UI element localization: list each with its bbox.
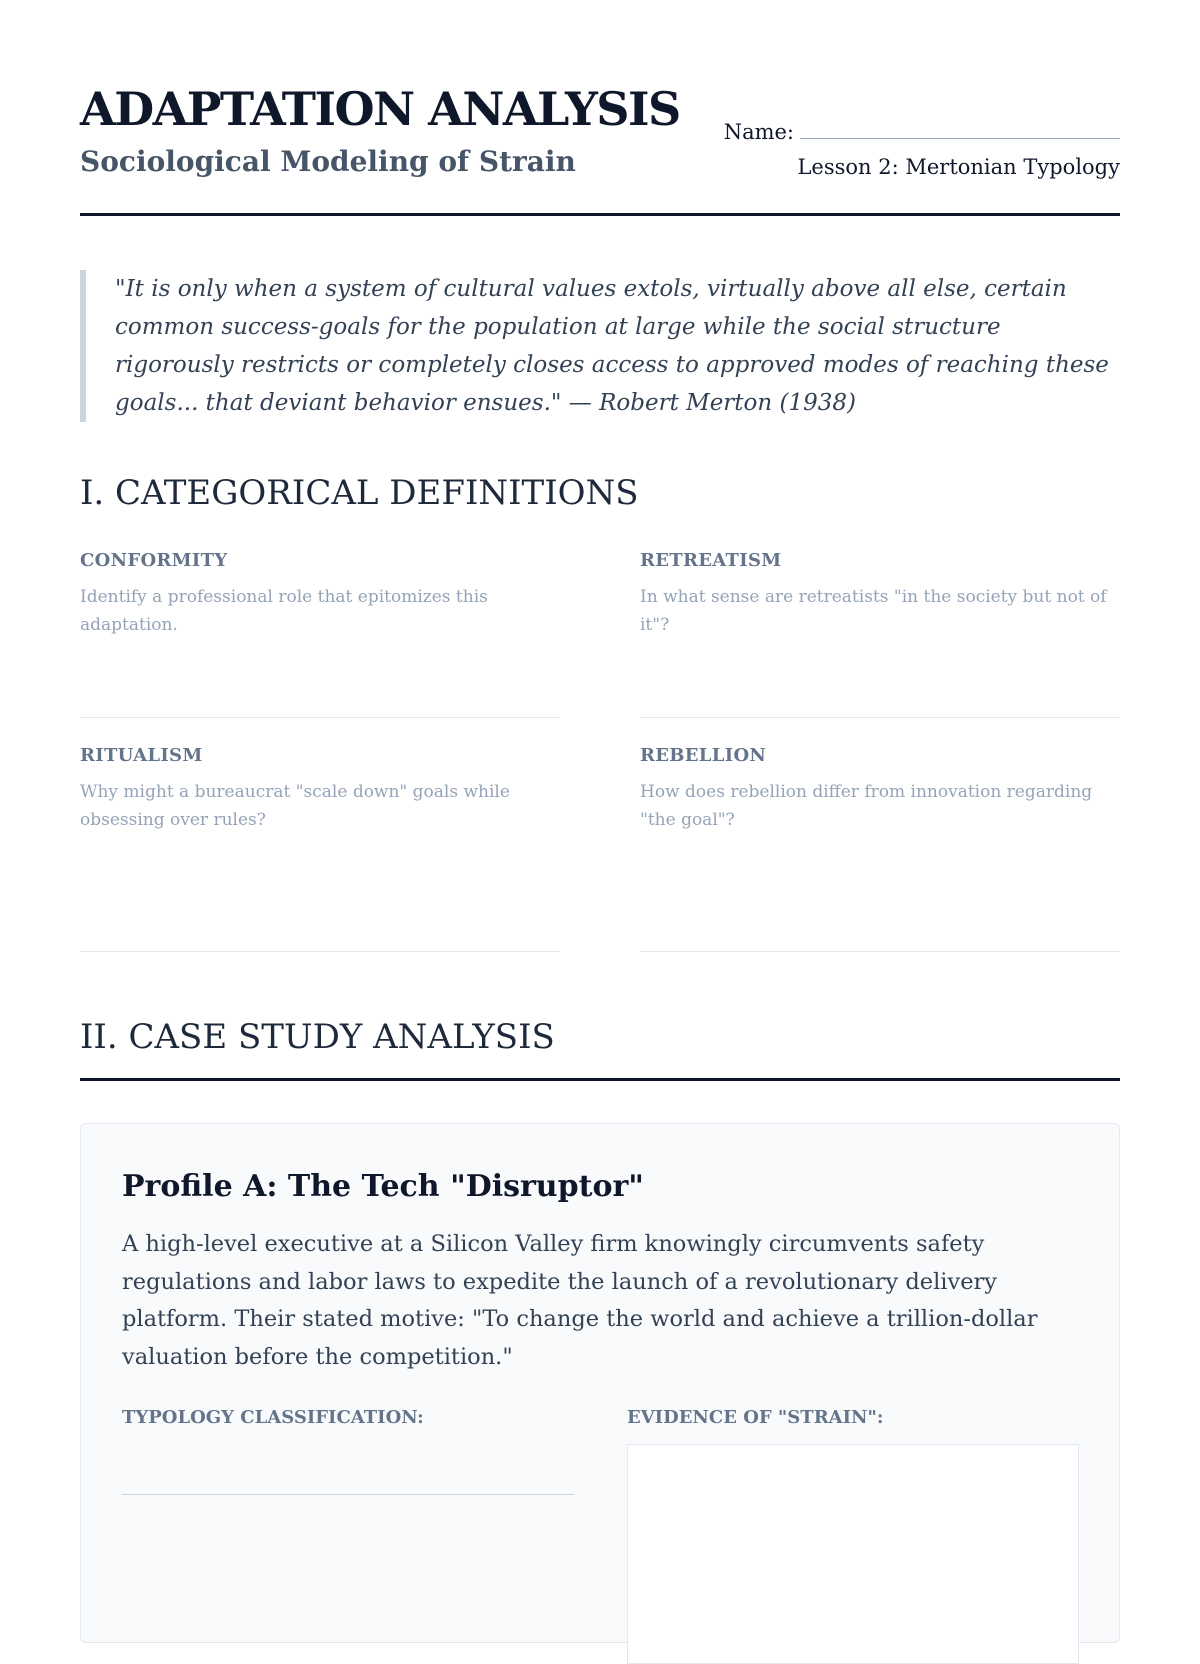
- name-field: [724, 120, 1120, 144]
- typology-classification-label: TYPOLOGY CLASSIFICATION:: [122, 1407, 424, 1428]
- definition-prompt: In what sense are retreatists "in the society but not of it"?: [640, 587, 1107, 635]
- quote-text: "It is only when a system of cultural values extols, virtually above all else, certain common success-goals for the population at large while the social structure rigorously restricts or completely closes access to approved modes of reaching these goals... that deviant behavior ensues." — Robert Merton (1938): [115, 276, 1109, 416]
- section-divider: [80, 1078, 1120, 1081]
- section-title-definitions: I. CATEGORICAL DEFINITIONS: [80, 473, 639, 513]
- definition-ritualism[interactable]: [80, 745, 560, 952]
- merton-quote: [80, 270, 1120, 422]
- worksheet-subtitle: Sociological Modeling of Strain: [80, 145, 576, 178]
- definition-rebellion[interactable]: [640, 745, 1120, 952]
- typology-answer-line[interactable]: [122, 1494, 574, 1495]
- definition-term: RITUALISM: [80, 745, 203, 766]
- definition-retreatism[interactable]: [640, 550, 1120, 718]
- case-profile-card: [80, 1123, 1120, 1643]
- definition-term: RETREATISM: [640, 550, 782, 571]
- name-label: Name:: [723, 120, 794, 144]
- definition-term: REBELLION: [640, 745, 767, 766]
- profile-description: A high-level executive at a Silicon Valley firm knowingly circumvents safety regulations and labor laws to expedite the launch of a revolutionary delivery platform. Their stated motive: "To change the world and achieve a trillion-dollar valuation before the competition.": [122, 1231, 1038, 1370]
- lesson-label: Lesson 2: Mertonian Typology: [797, 155, 1120, 179]
- evidence-answer-box[interactable]: [627, 1444, 1079, 1664]
- section-title-case-study: II. CASE STUDY ANALYSIS: [80, 1017, 555, 1057]
- definition-prompt: Why might a bureaucrat "scale down" goals while obsessing over rules?: [80, 782, 510, 830]
- definition-prompt: Identify a professional role that epitomizes this adaptation.: [80, 587, 488, 635]
- name-blank-line[interactable]: [800, 138, 1120, 139]
- evidence-of-strain-label: EVIDENCE OF "STRAIN":: [627, 1407, 884, 1428]
- worksheet-title: ADAPTATION ANALYSIS: [80, 82, 680, 136]
- header-divider: [80, 213, 1120, 216]
- definition-term: CONFORMITY: [80, 550, 228, 571]
- definition-conformity[interactable]: [80, 550, 560, 718]
- profile-title: Profile A: The Tech "Disruptor": [122, 1169, 644, 1204]
- definition-prompt: How does rebellion differ from innovation regarding "the goal"?: [640, 782, 1093, 830]
- worksheet-page: [80, 0, 1120, 1600]
- worksheet-header: [80, 0, 1120, 218]
